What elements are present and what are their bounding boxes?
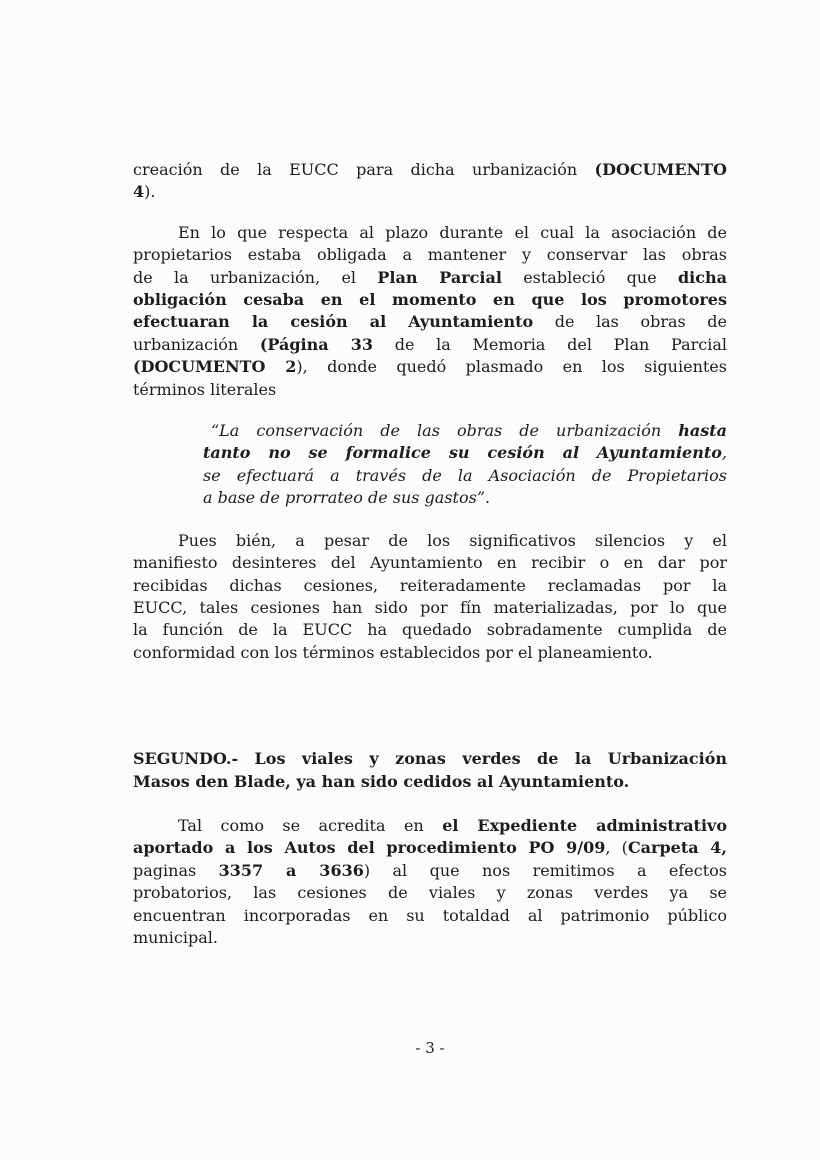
heading-segundo [133,748,727,793]
paragraph-documento-4 [133,159,727,204]
text-run: (DOCUMENTO [594,160,727,179]
text-line [133,815,727,837]
text-line [133,552,727,574]
text-run: la función de la EUCC ha quedado sobradamente cumplida de [133,620,727,640]
text-run: de las obras de [533,312,727,332]
text-run: Masos den Blade, ya han sido cedidos al Ayuntamiento. [133,771,630,791]
text-run: 3357 a 3636 [218,860,364,880]
text-run: EUCC, tales cesiones han sido por fín materializadas, por lo que [133,597,727,617]
text-run: dicha [677,267,727,287]
text-run: Tal como se acredita en [178,815,443,835]
text-run: términos literales [133,379,277,399]
paragraph-expediente-administrativo [133,815,727,949]
text-run: se efectuará a través de la Asociación de Propietarios [203,465,727,485]
text-run: de la urbanización, el [133,267,378,287]
text-line [203,465,727,487]
text-run: de la Memoria del Plan Parcial [373,334,727,354]
text-run: propietarios estaba obligada a mantener y conservar las obras [133,245,727,265]
paragraph-plan-parcial [133,222,727,401]
text-line [133,642,727,664]
text-run: creación de la EUCC para dicha urbanización [133,160,595,179]
text-line [133,334,727,356]
text-line [203,442,727,464]
text-run: (Página 33 [259,334,374,354]
text-line [133,748,727,770]
text-run: Pues bién, a pesar de los significativos silencios y el [178,530,727,550]
text-run: Plan Parcial [377,267,502,287]
text-run: probatorios, las cesiones de viales y zonas verdes ya se [133,883,727,903]
text-run: ). [144,182,156,202]
text-line [133,222,727,244]
text-run: , [721,443,727,463]
text-run: “La conservación de las obras de urbanización [211,421,679,441]
page-number: - 3 - [415,1039,445,1057]
text-run: encuentran incorporadas en su totaldad al patrimonio público [133,905,727,925]
text-run: efectuaran la cesión al Ayuntamiento [133,312,534,332]
text-run: aportado a los Autos del procedimiento PO 9/09 [133,838,606,858]
text-run: En lo que respecta al plazo durante el cual la asociación de [178,222,727,242]
text-run: hasta [678,421,727,441]
text-run: Carpeta 4, [627,838,727,858]
text-run: a base de prorrateo de sus gastos”. [203,488,491,508]
text-line [133,575,727,597]
text-run: 4 [133,182,145,202]
text-run: tanto no se formalice su cesión al Ayuntamiento [203,443,722,463]
text-run: (DOCUMENTO 2 [133,357,297,377]
text-run: , ( [605,838,628,858]
text-line [133,356,727,378]
text-run: manifiesto desinteres del Ayuntamiento en recibir o en dar por [133,553,727,573]
text-line [133,597,727,619]
text-line [133,927,727,949]
text-line [133,244,727,266]
blockquote-cita-plan-parcial [203,420,727,510]
text-run: SEGUNDO.- Los viales y zonas verdes de la Urbanización [133,749,727,769]
text-line [133,289,727,311]
text-line [203,420,727,442]
text-line [133,379,727,401]
text-line [133,771,727,793]
paragraph-cesiones-materializadas [133,530,727,664]
document-body [133,159,727,949]
text-line [133,837,727,859]
text-run: paginas [133,860,219,880]
text-line [133,530,727,552]
text-run: ) al que nos remitimos a efectos [363,860,727,880]
text-run: estableció que [501,267,678,287]
text-run: recibidas dichas cesiones, reiteradamente reclamadas por la [133,575,727,595]
text-run: ), donde quedó plasmado en los siguientes [296,357,727,377]
text-line [133,860,727,882]
text-line [133,159,727,181]
text-line [133,181,727,203]
text-line [203,487,727,509]
text-run: obligación cesaba en el momento en que los promotores [133,290,727,310]
text-line [133,905,727,927]
text-line [133,619,727,641]
text-run: el Expediente administrativo [442,815,727,835]
text-line [133,267,727,289]
text-run: municipal. [133,927,218,947]
text-line [133,882,727,904]
text-line [133,311,727,333]
text-run: conformidad con los términos establecidos por el planeamiento. [133,642,653,662]
text-run: urbanización [133,334,260,354]
